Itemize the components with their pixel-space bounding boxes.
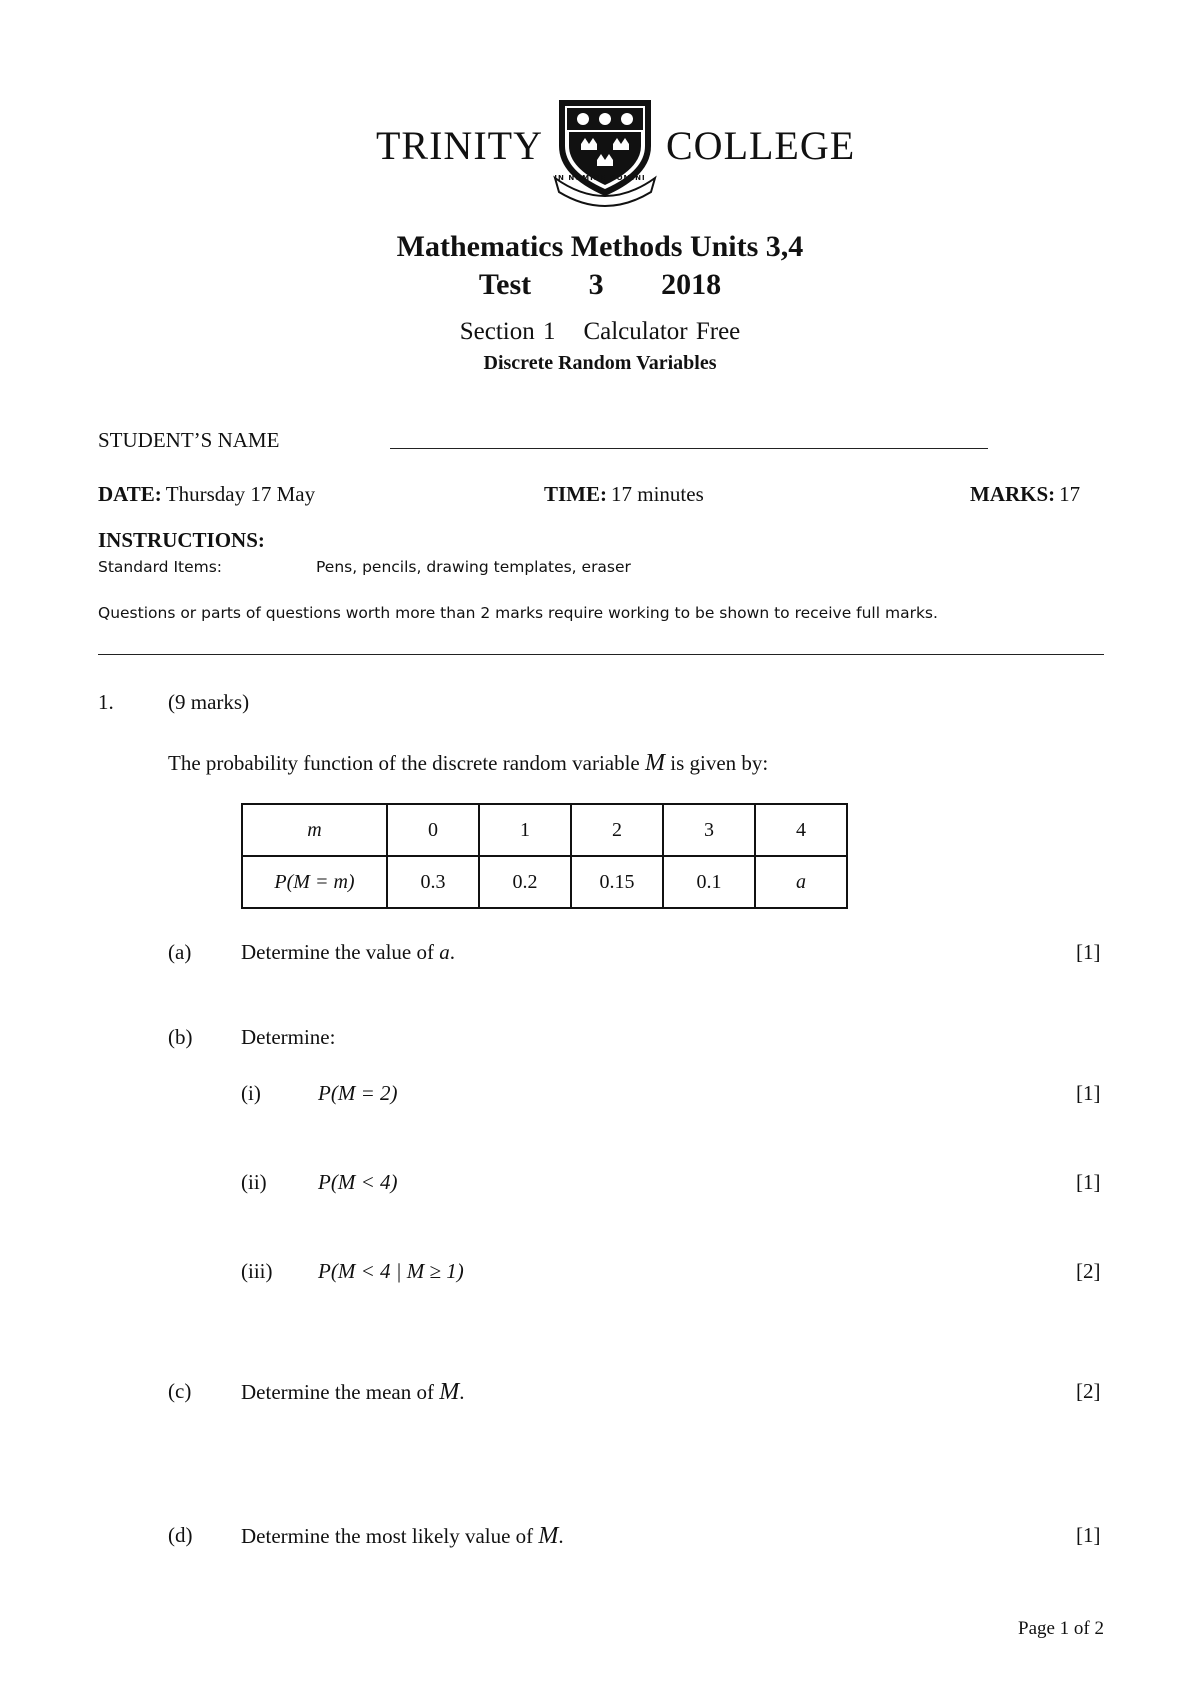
- table-row: [242, 856, 847, 908]
- part-d-label: (d): [168, 1523, 193, 1547]
- logo-text-trinity: TRINITY: [376, 123, 543, 168]
- part-b-iii-expression: P(M < 4 | M ≥ 1): [318, 1259, 464, 1283]
- section-number: Section 1: [459, 318, 556, 345]
- part-c-prompt: Determine the mean of: [241, 1380, 434, 1404]
- part-d-end: .: [558, 1524, 564, 1548]
- section-line: [0, 318, 1200, 346]
- table-cell: a: [755, 856, 847, 908]
- time-value: 17 minutes: [611, 482, 704, 506]
- page-title: Mathematics Methods Units 3,4: [396, 230, 804, 263]
- question-number: 1.: [98, 690, 114, 714]
- topic-title: Discrete Random Variables: [483, 352, 717, 374]
- part-a-text: [241, 940, 455, 965]
- marks-field: [970, 482, 1080, 507]
- standard-items-value: Pens, pencils, drawing templates, eraser: [316, 558, 631, 576]
- part-c-label: (c): [168, 1379, 192, 1403]
- part-b-label: (b): [168, 1025, 193, 1049]
- table-cell: 0.3: [387, 856, 479, 908]
- table-cell: 1: [479, 804, 571, 856]
- section-type: Calculator Free: [583, 318, 741, 345]
- date-value: Thursday 17 May: [165, 482, 316, 506]
- part-d-text: [241, 1523, 564, 1550]
- part-a-label: (a): [168, 940, 192, 964]
- crest-motto: IN NOMINE DOMINI: [554, 174, 646, 182]
- question-marks: (9 marks): [168, 690, 250, 714]
- test-year: 2018: [661, 268, 722, 301]
- part-b-i-label: (i): [241, 1081, 261, 1105]
- table-cell: 0.2: [479, 856, 571, 908]
- part-d-prompt: Determine the most likely value of: [241, 1524, 534, 1548]
- table-header-m: m: [242, 804, 387, 856]
- marks-label: MARKS:: [970, 482, 1056, 506]
- page-number: Page 1 of 2: [1018, 1618, 1105, 1639]
- table-cell: 3: [663, 804, 755, 856]
- part-d-variable: M: [538, 1523, 559, 1549]
- table-cell: 0: [387, 804, 479, 856]
- part-c-marks: [2]: [1076, 1379, 1101, 1403]
- student-name-label: STUDENT’S NAME: [98, 428, 280, 452]
- test-title: [0, 268, 1200, 302]
- time-field: [544, 482, 704, 507]
- marks-value: 17: [1059, 482, 1081, 506]
- part-a-prompt: Determine the value of: [241, 940, 434, 964]
- date-field: [98, 482, 315, 507]
- part-b-iii-marks: [2]: [1076, 1259, 1101, 1283]
- instructions-note: Questions or parts of questions worth more than 2 marks require working to be shown to receive full marks.: [98, 604, 938, 622]
- part-a-end: .: [449, 940, 455, 964]
- logo-text-college: COLLEGE: [666, 123, 856, 168]
- part-b-i-marks: [1]: [1076, 1081, 1101, 1105]
- table-cell: 0.1: [663, 856, 755, 908]
- intro-prefix: The probability function of the discrete random variable: [168, 751, 640, 775]
- table-cell: 4: [755, 804, 847, 856]
- table-row: [242, 804, 847, 856]
- table-cell: 0.15: [571, 856, 663, 908]
- test-number: Test 3: [478, 268, 604, 301]
- part-b-ii-marks: [1]: [1076, 1170, 1101, 1194]
- question-intro: [168, 750, 768, 777]
- part-a-marks: [1]: [1076, 940, 1101, 964]
- intro-suffix: is given by:: [670, 751, 769, 775]
- part-a-variable: a: [439, 940, 450, 964]
- intro-variable: M: [645, 750, 666, 776]
- table-header-probability: P(M = m): [242, 856, 387, 908]
- part-c-text: [241, 1379, 465, 1406]
- part-b-i-expression: P(M = 2): [318, 1081, 398, 1105]
- instructions-heading: INSTRUCTIONS:: [98, 528, 265, 552]
- probability-table: [241, 803, 848, 909]
- student-name-line[interactable]: [390, 448, 988, 449]
- college-crest-icon: [553, 96, 657, 208]
- date-label: DATE:: [98, 482, 162, 506]
- table-cell: 2: [571, 804, 663, 856]
- time-label: TIME:: [544, 482, 607, 506]
- part-b-ii-expression: P(M < 4): [318, 1170, 398, 1194]
- part-c-end: .: [459, 1380, 465, 1404]
- part-b-iii-label: (iii): [241, 1259, 273, 1283]
- divider: [98, 654, 1104, 655]
- part-c-variable: M: [439, 1379, 460, 1405]
- part-b-text: Determine:: [241, 1025, 336, 1049]
- part-d-marks: [1]: [1076, 1523, 1101, 1547]
- standard-items-label: Standard Items:: [98, 558, 223, 576]
- part-b-ii-label: (ii): [241, 1170, 267, 1194]
